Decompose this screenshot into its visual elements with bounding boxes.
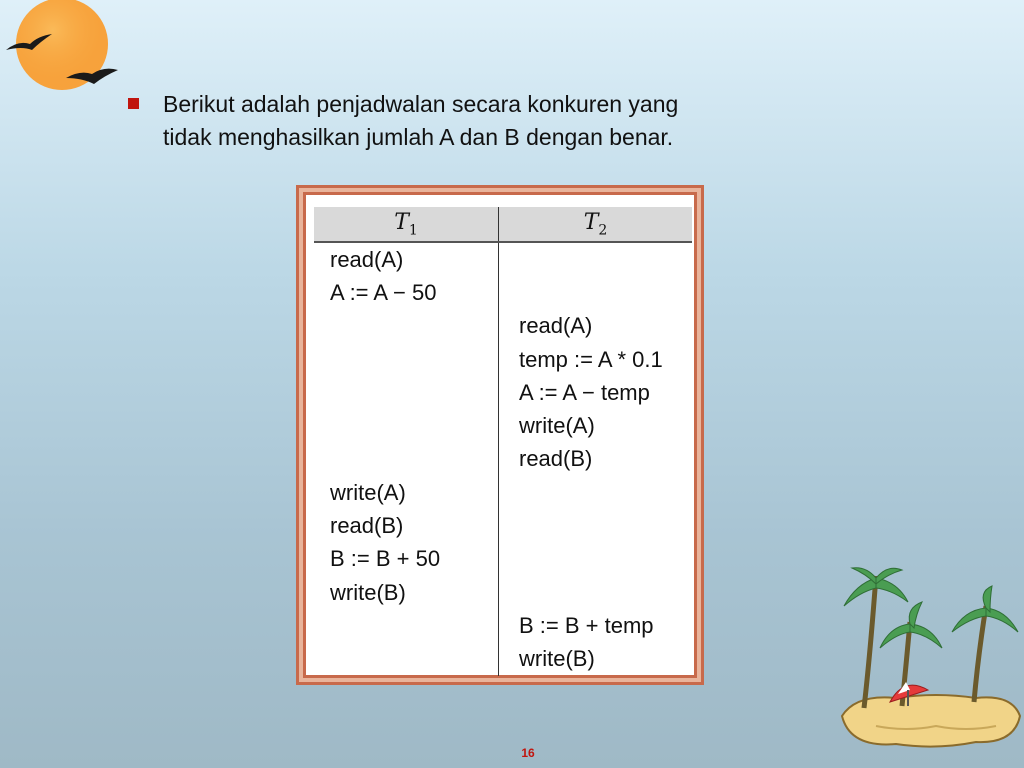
cell-t2: B := B + temp <box>519 612 654 638</box>
cell-t1 <box>314 643 499 676</box>
table-row <box>314 576 692 609</box>
table-row <box>314 476 692 509</box>
bullet-point <box>128 88 828 154</box>
table-row <box>314 242 692 276</box>
cell-t2 <box>499 242 693 276</box>
table-row <box>314 376 692 409</box>
cell-t1 <box>314 310 499 343</box>
cell-t2: write(A) <box>519 413 595 439</box>
header-t1: $T_1$ <box>314 207 499 242</box>
cell-t2: read(B) <box>519 446 593 472</box>
cell-t2: read(A) <box>519 313 593 339</box>
table-row <box>314 509 692 542</box>
palm-island-icon <box>836 566 1024 756</box>
cell-t1: read(B) <box>314 509 499 542</box>
table-row <box>314 443 692 476</box>
cell-t2 <box>499 543 693 576</box>
table-row <box>314 409 692 442</box>
bullet-text: Berikut adalah penjadwalan secara konkuren yang tidak menghasilkan jumlah A dan B dengan benar. <box>163 91 679 150</box>
cell-t2: A := A − temp <box>519 379 650 405</box>
table-header-row <box>314 207 692 242</box>
cell-t1 <box>314 409 499 442</box>
page-number: 16 <box>521 746 535 760</box>
table-row <box>314 310 692 343</box>
cell-t2 <box>499 476 693 509</box>
cell-t1: write(A) <box>314 476 499 509</box>
table-row <box>314 343 692 376</box>
header-t2: $T_2$ <box>499 207 693 242</box>
table-row <box>314 609 692 642</box>
cell-t1 <box>314 609 499 642</box>
sun-birds-icon <box>0 0 130 100</box>
cell-t1: B := B + 50 <box>314 543 499 576</box>
table-row <box>314 543 692 576</box>
schedule-table-body <box>314 242 692 676</box>
cell-t2: write(B) <box>519 646 595 672</box>
table-row <box>314 643 692 676</box>
cell-t1 <box>314 443 499 476</box>
bullet-square-icon <box>128 98 139 109</box>
cell-t1 <box>314 376 499 409</box>
cell-t1 <box>314 343 499 376</box>
cell-t2: temp := A * 0.1 <box>519 346 663 372</box>
cell-t2 <box>499 576 693 609</box>
cell-t1: read(A) <box>314 242 499 276</box>
schedule-table <box>314 207 692 676</box>
schedule-figure <box>303 192 697 678</box>
schedule-figure-frame <box>296 185 704 685</box>
cell-t2 <box>499 509 693 542</box>
cell-t2 <box>499 276 693 309</box>
cell-t1: write(B) <box>314 576 499 609</box>
table-row <box>314 276 692 309</box>
cell-t1: A := A − 50 <box>314 276 499 309</box>
